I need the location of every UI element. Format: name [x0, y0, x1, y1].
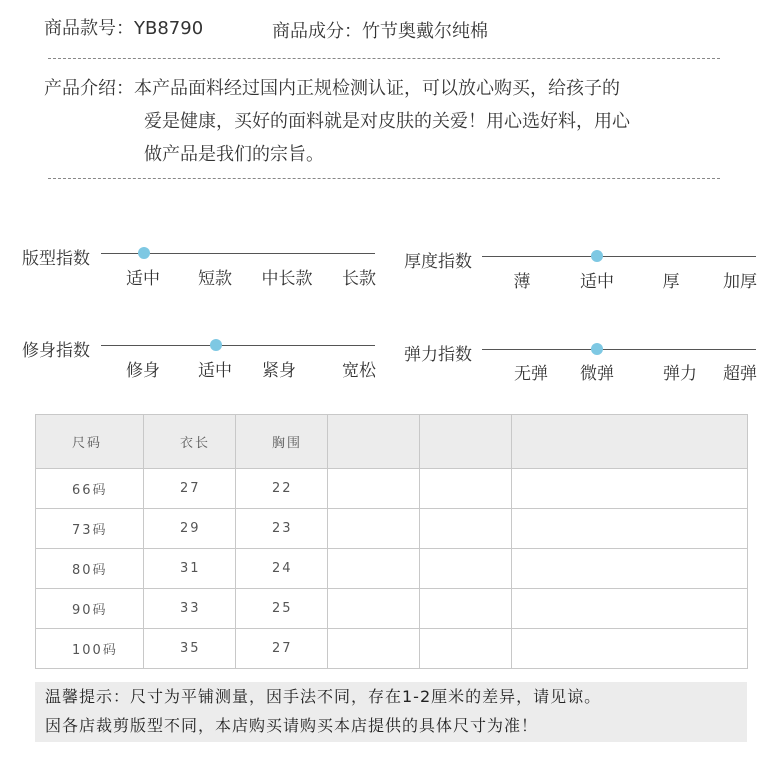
- intro-line-3: 做产品是我们的宗旨。: [144, 144, 324, 165]
- table-row: [36, 469, 748, 509]
- intro-line-2: 爱是健康，买好的面料就是对皮肤的关爱！用心选好料，用心: [144, 111, 630, 132]
- table-row: [36, 509, 748, 549]
- cell-empty: [328, 589, 420, 629]
- material-composition: 商品成分：竹节奥戴尔纯棉: [272, 21, 488, 42]
- cell-empty: [512, 549, 748, 589]
- cell-chest: 27: [236, 629, 328, 669]
- cell-empty: [328, 469, 420, 509]
- product-intro: [44, 72, 630, 171]
- cell-length: 27: [144, 469, 236, 509]
- header-chest: 胸围: [236, 415, 328, 469]
- cell-empty: [512, 509, 748, 549]
- cell-empty: [328, 549, 420, 589]
- cell-empty: [512, 629, 748, 669]
- fit-option: 长款: [342, 269, 376, 289]
- cell-empty: [420, 469, 512, 509]
- cell-empty: [420, 589, 512, 629]
- cell-length: 31: [144, 549, 236, 589]
- header-size: 尺码: [36, 415, 144, 469]
- body-option: 宽松: [342, 361, 376, 381]
- fit-index-label: 版型指数: [22, 249, 90, 269]
- table-header-row: [36, 415, 748, 469]
- cell-length: 29: [144, 509, 236, 549]
- thickness-option: 厚: [662, 272, 680, 292]
- cell-size: 66码: [36, 469, 144, 509]
- fit-option: 中长款: [261, 269, 313, 289]
- table-row: [36, 629, 748, 669]
- elasticity-index-label: 弹力指数: [404, 345, 472, 365]
- header-empty: [420, 415, 512, 469]
- thickness-option: 加厚: [723, 272, 757, 292]
- thickness-option: 适中: [580, 272, 614, 292]
- cell-empty: [328, 509, 420, 549]
- cell-empty: [512, 589, 748, 629]
- table-row: [36, 549, 748, 589]
- fit-option: 适中: [126, 269, 160, 289]
- cell-empty: [328, 629, 420, 669]
- body-index-marker: [210, 339, 222, 351]
- size-table: [35, 414, 748, 669]
- header-empty: [512, 415, 748, 469]
- thickness-index-label: 厚度指数: [404, 252, 472, 272]
- cell-empty: [512, 469, 748, 509]
- cell-chest: 24: [236, 549, 328, 589]
- header-empty: [328, 415, 420, 469]
- body-option: 紧身: [262, 361, 296, 381]
- cell-length: 33: [144, 589, 236, 629]
- header-length: 衣长: [144, 415, 236, 469]
- thickness-option: 薄: [513, 272, 531, 292]
- table-row: [36, 589, 748, 629]
- model-number: 商品款号：YB8790: [44, 18, 204, 39]
- divider-top: [48, 58, 720, 59]
- size-note: [35, 682, 747, 742]
- cell-size: 90码: [36, 589, 144, 629]
- cell-length: 35: [144, 629, 236, 669]
- elasticity-option: 微弹: [580, 364, 614, 384]
- cell-chest: 22: [236, 469, 328, 509]
- elasticity-option: 超弹: [723, 364, 757, 384]
- cell-chest: 23: [236, 509, 328, 549]
- cell-chest: 25: [236, 589, 328, 629]
- elasticity-option: 弹力: [663, 364, 697, 384]
- thickness-index-track: [482, 256, 756, 257]
- body-option: 修身: [126, 361, 160, 381]
- elasticity-index-marker: [591, 343, 603, 355]
- elasticity-option: 无弹: [514, 364, 548, 384]
- cell-empty: [420, 509, 512, 549]
- cell-empty: [420, 549, 512, 589]
- body-index-label: 修身指数: [22, 341, 90, 361]
- divider-bottom: [48, 178, 720, 179]
- cell-size: 73码: [36, 509, 144, 549]
- cell-size: 100码: [36, 629, 144, 669]
- intro-line-1: 产品介绍：本产品面料经过国内正规检测认证，可以放心购买，给孩子的: [44, 78, 620, 99]
- fit-index-marker: [138, 247, 150, 259]
- fit-option: 短款: [198, 269, 232, 289]
- note-line-1: 温馨提示：尺寸为平铺测量，因手法不同，存在1-2厘米的差异，请见谅。: [45, 687, 602, 706]
- elasticity-index-track: [482, 349, 756, 350]
- cell-empty: [420, 629, 512, 669]
- note-line-2: 因各店裁剪版型不同，本店购买请购买本店提供的具体尺寸为准！: [45, 716, 539, 735]
- cell-size: 80码: [36, 549, 144, 589]
- thickness-index-marker: [591, 250, 603, 262]
- body-option: 适中: [198, 361, 232, 381]
- body-index-track: [101, 345, 375, 346]
